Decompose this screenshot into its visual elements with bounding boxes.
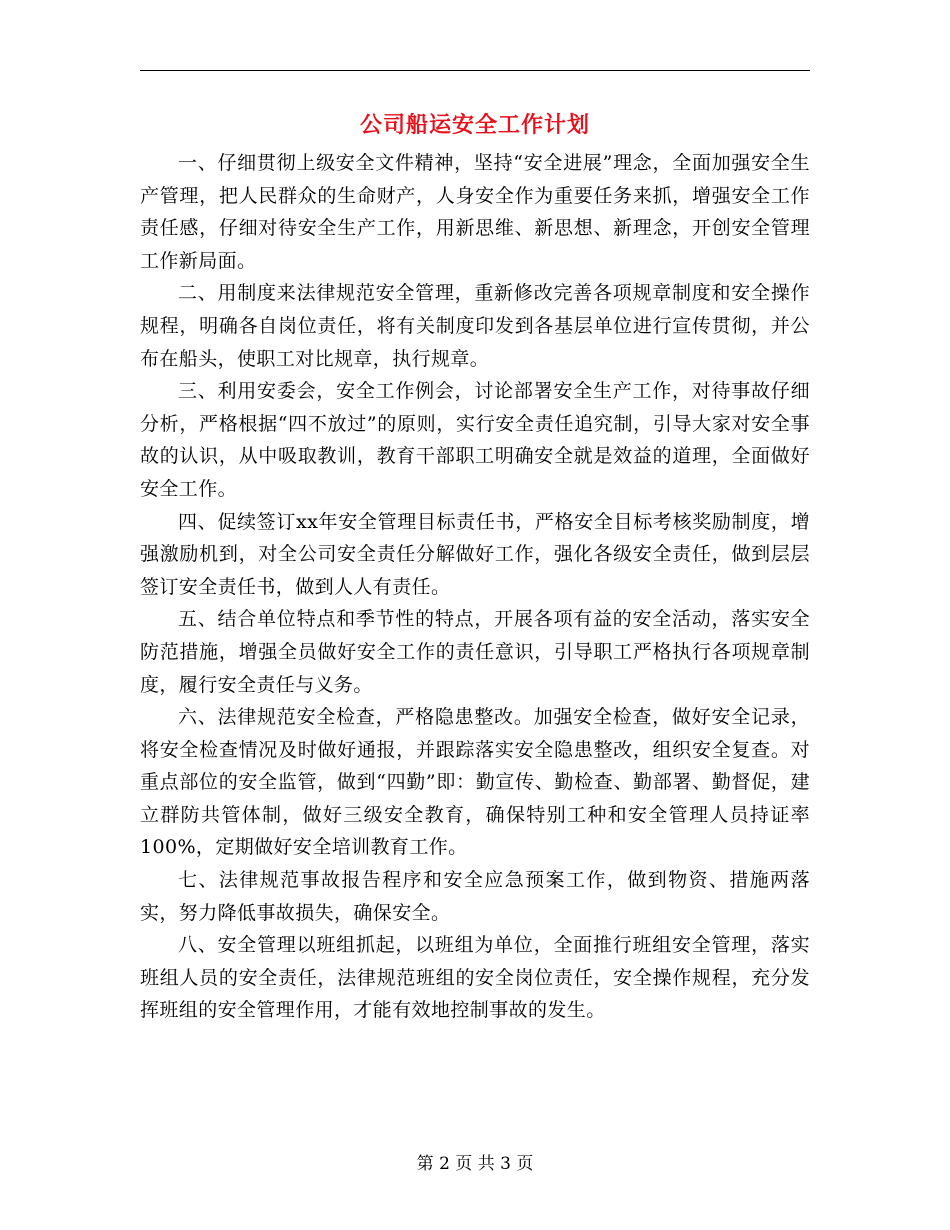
- document-body: [140, 147, 810, 1027]
- paragraph-3: 三、利用安委会，安全工作例会，讨论部署安全生产工作，对待事故仔细分析，严格根据“四不放过”的原则，实行安全责任追究制，引导大家对安全事故的认识，从中吸取教训，教育干部职工明确安全就是效益的道理，全面做好安全工作。: [140, 380, 810, 500]
- paragraph-8: 八、安全管理以班组抓起，以班组为单位，全面推行班组安全管理，落实班组人员的安全责任，法律规范班组的安全岗位责任，安全操作规程，充分发挥班组的安全管理作用，才能有效地控制事故的发生。: [140, 934, 810, 1022]
- paragraph-5: 五、结合单位特点和季节性的特点，开展各项有益的安全活动，落实安全防范措施，增强全员做好安全工作的责任意识，引导职工严格执行各项规章制度，履行安全责任与义务。: [140, 608, 810, 696]
- paragraph-1: 一、仔细贯彻上级安全文件精神，坚持“安全进展”理念，全面加强安全生产管理，把人民群众的生命财产，人身安全作为重要任务来抓，增强安全工作责任感，仔细对待安全生产工作，用新思维、新思想、新理念，开创安全管理工作新局面。: [140, 152, 810, 272]
- page-number: 第 2 页 共 3 页: [416, 1154, 534, 1174]
- paragraph-6: 六、法律规范安全检查，严格隐患整改。加强安全检查，做好安全记录，将安全检查情况及时做好通报，并跟踪落实安全隐患整改，组织安全复查。对重点部位的安全监管，做到“四勤”即：勤宣传、勤检查、勤部署、勤督促，建立群防共管体制，做好三级安全教育，确保特别工种和安全管理人员持证率100%，定期做好安全培训教育工作。: [140, 706, 810, 859]
- header-rule: [140, 70, 810, 71]
- paragraph-7: 七、法律规范事故报告程序和安全应急预案工作，做到物资、措施两落实，努力降低事故损失，确保安全。: [140, 869, 810, 924]
- document-title: 公司船运安全工作计划: [359, 112, 590, 138]
- paragraph-4: 四、促续签订xx年安全管理目标责任书，严格安全目标考核奖励制度，增强激励机到，对全公司安全责任分解做好工作，强化各级安全责任，做到层层签订安全责任书，做到人人有责任。: [140, 510, 810, 598]
- paragraph-2: 二、用制度来法律规范安全管理，重新修改完善各项规章制度和安全操作规程，明确各自岗位责任，将有关制度印发到各基层单位进行宣传贯彻，并公布在船头，使职工对比规章，执行规章。: [140, 282, 810, 370]
